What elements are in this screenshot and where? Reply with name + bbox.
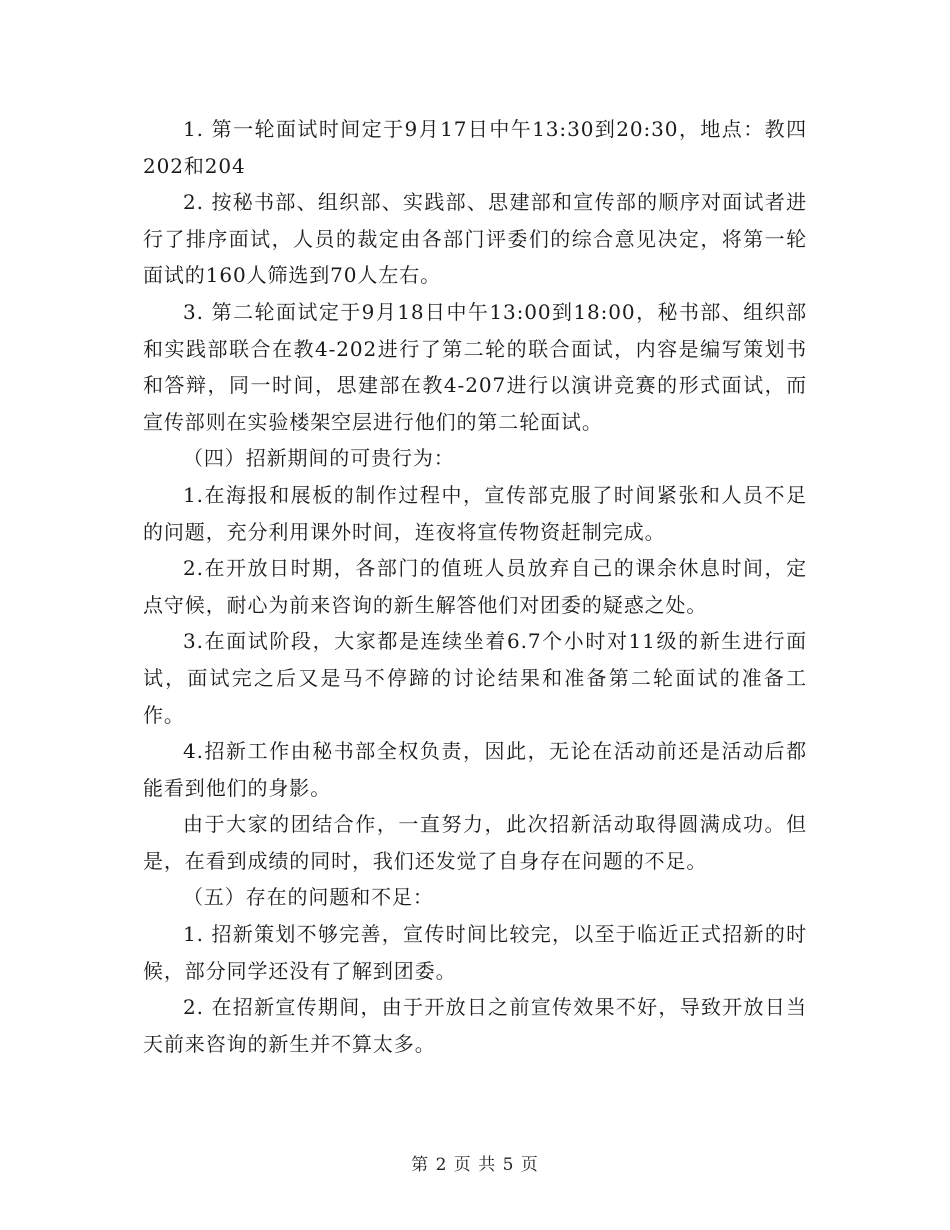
page-number-footer: 第 2 页 共 5 页 (411, 1155, 539, 1175)
paragraph-problem-2: 2. 在招新宣传期间，由于开放日之前宣传效果不好，导致开放日当天前来咨询的新生并不算太多。 (143, 995, 807, 1056)
paragraph-interview-round1: 1. 第一轮面试时间定于9月17日中午13:30到20:30，地点：教四202和204 (143, 117, 807, 178)
document-body (143, 111, 807, 1062)
paragraph-commendable-2: 2.在开放日时期，各部门的值班人员放弃自己的课余休息时间，定点守候，耐心为前来咨询的新生解答他们对团委的疑惑之处。 (143, 556, 807, 617)
paragraph-problem-1: 1. 招新策划不够完善，宣传时间比较完，以至于临近正式招新的时候，部分同学还没有了解到团委。 (143, 922, 807, 983)
paragraph-commendable-4: 4.招新工作由秘书部全权负责，因此，无论在活动前还是活动后都能看到他们的身影。 (143, 739, 807, 800)
section-heading-problems: （五）存在的问题和不足： (183, 885, 434, 910)
paragraph-interview-round2: 3. 第二轮面试定于9月18日中午13:00到18:00，秘书部、组织部和实践部联合在教4-202进行了第二轮的联合面试，内容是编写策划书和答辩，同一时间，思建部在教4-207进行以演讲竞赛的形式面试，而宣传部则在实验楼架空层进行他们的第二轮面试。 (143, 299, 807, 434)
paragraph-summary: 由于大家的团结合作，一直努力，此次招新活动取得圆满成功。但是，在看到成绩的同时，我们还发觉了自身存在问题的不足。 (143, 812, 807, 873)
section-heading-commendable-actions: （四）招新期间的可贵行为： (183, 446, 455, 471)
paragraph-interview-order: 2. 按秘书部、组织部、实践部、思建部和宣传部的顺序对面试者进行了排序面试，人员的裁定由各部门评委们的综合意见决定，将第一轮面试的160人筛选到70人左右。 (143, 190, 807, 288)
paragraph-commendable-3: 3.在面试阶段，大家都是连续坐着6.7个小时对11级的新生进行面试，面试完之后又是马不停蹄的讨论结果和准备第二轮面试的准备工作。 (143, 629, 807, 727)
paragraph-commendable-1: 1.在海报和展板的制作过程中，宣传部克服了时间紧张和人员不足的问题，充分利用课外时间，连夜将宣传物资赶制完成。 (143, 482, 807, 544)
